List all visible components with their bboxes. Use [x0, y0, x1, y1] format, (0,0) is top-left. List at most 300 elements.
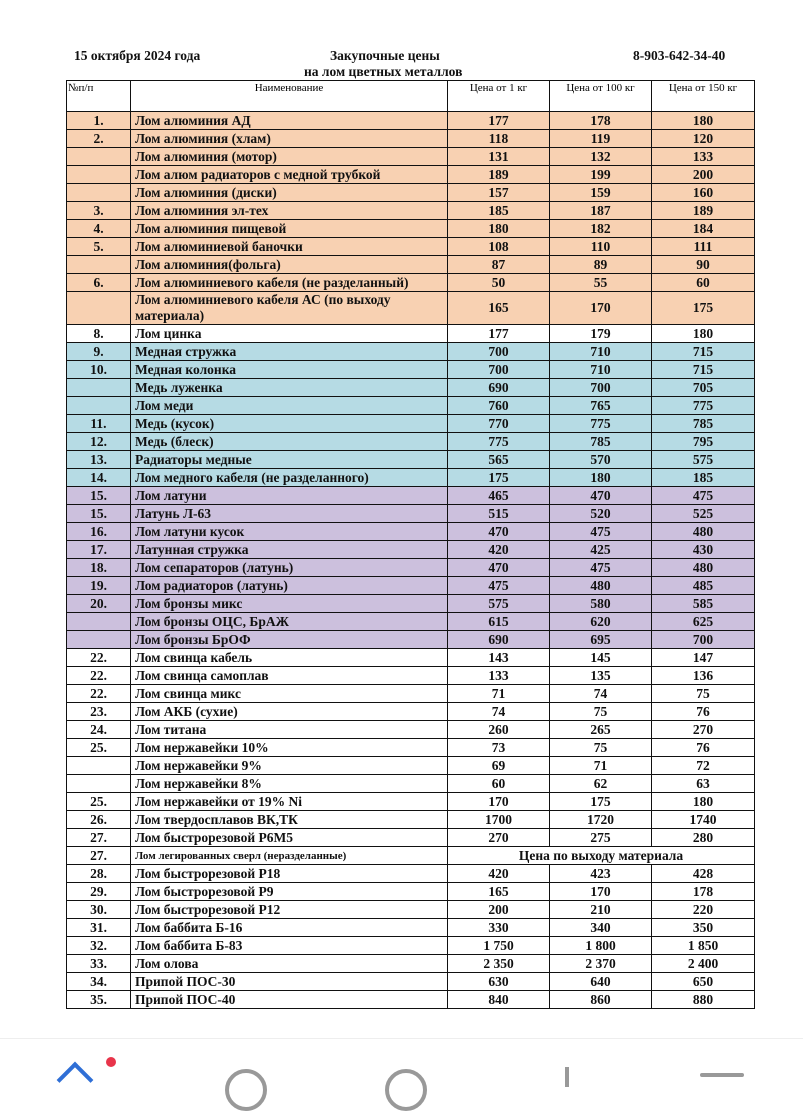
price-150kg: 136 — [652, 667, 755, 685]
price-100kg: 640 — [550, 973, 652, 991]
row-number: 6. — [67, 274, 131, 292]
table-row — [67, 757, 755, 775]
price-1kg: 770 — [448, 415, 550, 433]
table-row — [67, 202, 755, 220]
row-number: 27. — [67, 847, 131, 865]
item-name: Лом алюминия (диски) — [131, 184, 448, 202]
price-1kg: 260 — [448, 721, 550, 739]
row-number: 25. — [67, 739, 131, 757]
price-100kg: 159 — [550, 184, 652, 202]
price-150kg: 184 — [652, 220, 755, 238]
row-number: 33. — [67, 955, 131, 973]
item-name: Лом алюминия пищевой — [131, 220, 448, 238]
price-1kg: 60 — [448, 775, 550, 793]
row-number: 32. — [67, 937, 131, 955]
table-row — [67, 811, 755, 829]
price-1kg: 189 — [448, 166, 550, 184]
item-name: Припой ПОС-40 — [131, 991, 448, 1009]
price-1kg: 475 — [448, 577, 550, 595]
table-row — [67, 775, 755, 793]
price-1kg: 175 — [448, 469, 550, 487]
table-row — [67, 112, 755, 130]
price-150kg: 795 — [652, 433, 755, 451]
table-row — [67, 577, 755, 595]
price-1kg: 108 — [448, 238, 550, 256]
price-150kg: 111 — [652, 238, 755, 256]
price-100kg: 75 — [550, 703, 652, 721]
table-row — [67, 415, 755, 433]
price-100kg: 110 — [550, 238, 652, 256]
price-150kg: 705 — [652, 379, 755, 397]
price-100kg: 62 — [550, 775, 652, 793]
price-100kg: 620 — [550, 613, 652, 631]
col-number: №п/п — [67, 81, 131, 112]
item-name: Лом алюм радиаторов с медной трубкой — [131, 166, 448, 184]
price-1kg: 840 — [448, 991, 550, 1009]
table-row — [67, 379, 755, 397]
price-1kg: 143 — [448, 649, 550, 667]
price-100kg: 423 — [550, 865, 652, 883]
row-number — [67, 184, 131, 202]
document-date: 15 октября 2024 года — [74, 48, 201, 63]
price-100kg: 2 370 — [550, 955, 652, 973]
row-number: 2. — [67, 130, 131, 148]
row-number: 22. — [67, 685, 131, 703]
table-row — [67, 559, 755, 577]
item-name: Медь (кусок) — [131, 415, 448, 433]
table-row — [67, 649, 755, 667]
item-name: Лом алюминиевой баночки — [131, 238, 448, 256]
price-150kg: 72 — [652, 757, 755, 775]
bottom-navigation-bar — [0, 1038, 803, 1081]
price-table — [66, 80, 755, 1009]
price-150kg: 76 — [652, 739, 755, 757]
row-number: 19. — [67, 577, 131, 595]
row-number — [67, 256, 131, 274]
price-1kg: 1700 — [448, 811, 550, 829]
row-number — [67, 757, 131, 775]
item-name: Лом быстрорезовой Р9 — [131, 883, 448, 901]
notification-dot-icon — [106, 1057, 116, 1067]
price-100kg: 170 — [550, 883, 652, 901]
table-row — [67, 793, 755, 811]
table-header — [67, 81, 755, 112]
item-name: Припой ПОС-30 — [131, 973, 448, 991]
table-row — [67, 667, 755, 685]
price-150kg: 485 — [652, 577, 755, 595]
item-name: Медь (блеск) — [131, 433, 448, 451]
row-number: 22. — [67, 667, 131, 685]
item-name: Лом цинка — [131, 325, 448, 343]
row-number: 12. — [67, 433, 131, 451]
table-row — [67, 361, 755, 379]
price-1kg: 73 — [448, 739, 550, 757]
price-100kg: 275 — [550, 829, 652, 847]
price-1kg: 470 — [448, 559, 550, 577]
price-1kg: 131 — [448, 148, 550, 166]
price-150kg: 625 — [652, 613, 755, 631]
price-150kg: 785 — [652, 415, 755, 433]
price-100kg: 210 — [550, 901, 652, 919]
row-number: 22. — [67, 649, 131, 667]
row-number — [67, 379, 131, 397]
price-1kg: 118 — [448, 130, 550, 148]
price-150kg: 90 — [652, 256, 755, 274]
item-name: Лом алюминия (мотор) — [131, 148, 448, 166]
row-number: 3. — [67, 202, 131, 220]
price-100kg: 1720 — [550, 811, 652, 829]
table-row — [67, 487, 755, 505]
price-100kg: 775 — [550, 415, 652, 433]
table-row — [67, 865, 755, 883]
price-150kg: 715 — [652, 361, 755, 379]
item-name: Лом свинца микс — [131, 685, 448, 703]
table-row — [67, 325, 755, 343]
table-row — [67, 541, 755, 559]
price-150kg: 220 — [652, 901, 755, 919]
table-row — [67, 523, 755, 541]
price-100kg: 182 — [550, 220, 652, 238]
table-row — [67, 343, 755, 361]
price-1kg: 50 — [448, 274, 550, 292]
table-row — [67, 166, 755, 184]
price-1kg: 690 — [448, 379, 550, 397]
table-row — [67, 505, 755, 523]
price-100kg: 710 — [550, 361, 652, 379]
table-row — [67, 220, 755, 238]
price-100kg: 475 — [550, 523, 652, 541]
table-row — [67, 955, 755, 973]
item-name: Лом алюминиевого кабеля АС (по выходу материала) — [131, 292, 448, 325]
price-100kg: 132 — [550, 148, 652, 166]
item-name: Лом бронзы микс — [131, 595, 448, 613]
price-150kg: 480 — [652, 523, 755, 541]
price-100kg: 179 — [550, 325, 652, 343]
price-150kg: 147 — [652, 649, 755, 667]
table-row — [67, 274, 755, 292]
price-1kg: 700 — [448, 361, 550, 379]
row-number: 25. — [67, 793, 131, 811]
table-row — [67, 685, 755, 703]
item-name: Лом меди — [131, 397, 448, 415]
table-row — [67, 631, 755, 649]
row-number: 5. — [67, 238, 131, 256]
table-row — [67, 595, 755, 613]
price-100kg: 89 — [550, 256, 652, 274]
table-row — [67, 451, 755, 469]
price-100kg: 520 — [550, 505, 652, 523]
price-150kg: 715 — [652, 343, 755, 361]
row-number — [67, 613, 131, 631]
price-1kg: 330 — [448, 919, 550, 937]
row-number: 28. — [67, 865, 131, 883]
price-150kg: 75 — [652, 685, 755, 703]
price-150kg: 430 — [652, 541, 755, 559]
item-name: Лом бронзы ОЦС, БрАЖ — [131, 613, 448, 631]
price-1kg: 615 — [448, 613, 550, 631]
table-row — [67, 148, 755, 166]
row-number: 8. — [67, 325, 131, 343]
col-price-1kg: Цена от 1 кг — [448, 81, 550, 112]
row-number: 29. — [67, 883, 131, 901]
item-name: Лом быстрорезовой Р12 — [131, 901, 448, 919]
home-icon[interactable] — [57, 1062, 94, 1099]
item-name: Лом легированных сверл (неразделанные) — [131, 847, 448, 865]
item-name: Радиаторы медные — [131, 451, 448, 469]
row-number: 9. — [67, 343, 131, 361]
price-by-yield-note: Цена по выходу материала — [448, 847, 755, 865]
price-1kg: 165 — [448, 883, 550, 901]
price-150kg: 180 — [652, 112, 755, 130]
price-100kg: 175 — [550, 793, 652, 811]
phone-number: 8-903-642-34-40 — [633, 48, 726, 63]
table-row — [67, 937, 755, 955]
price-1kg: 515 — [448, 505, 550, 523]
price-150kg: 700 — [652, 631, 755, 649]
price-150kg: 76 — [652, 703, 755, 721]
price-150kg: 175 — [652, 292, 755, 325]
table-row — [67, 238, 755, 256]
item-name: Лом радиаторов (латунь) — [131, 577, 448, 595]
menu-icon[interactable] — [700, 1073, 744, 1077]
price-150kg: 775 — [652, 397, 755, 415]
price-1kg: 157 — [448, 184, 550, 202]
price-150kg: 280 — [652, 829, 755, 847]
table-row — [67, 973, 755, 991]
price-100kg: 170 — [550, 292, 652, 325]
row-number: 34. — [67, 973, 131, 991]
price-1kg: 185 — [448, 202, 550, 220]
table-row — [67, 256, 755, 274]
row-number: 13. — [67, 451, 131, 469]
services-icon[interactable] — [565, 1067, 569, 1087]
price-100kg: 180 — [550, 469, 652, 487]
row-number — [67, 292, 131, 325]
table-row — [67, 901, 755, 919]
item-name: Лом баббита Б-16 — [131, 919, 448, 937]
item-name: Латунь Л-63 — [131, 505, 448, 523]
item-name: Лом нержавейки 10% — [131, 739, 448, 757]
price-1kg: 2 350 — [448, 955, 550, 973]
price-1kg: 700 — [448, 343, 550, 361]
price-100kg: 700 — [550, 379, 652, 397]
item-name: Медь луженка — [131, 379, 448, 397]
item-name: Лом медного кабеля (не разделанного) — [131, 469, 448, 487]
price-100kg: 135 — [550, 667, 652, 685]
price-100kg: 480 — [550, 577, 652, 595]
price-100kg: 71 — [550, 757, 652, 775]
row-number: 30. — [67, 901, 131, 919]
price-1kg: 170 — [448, 793, 550, 811]
price-1kg: 420 — [448, 865, 550, 883]
row-number — [67, 631, 131, 649]
item-name: Медная стружка — [131, 343, 448, 361]
item-name: Лом алюминия (хлам) — [131, 130, 448, 148]
table-row — [67, 829, 755, 847]
col-price-100kg: Цена от 100 кг — [550, 81, 652, 112]
price-150kg: 428 — [652, 865, 755, 883]
row-number: 20. — [67, 595, 131, 613]
table-row — [67, 883, 755, 901]
price-150kg: 180 — [652, 325, 755, 343]
row-number: 24. — [67, 721, 131, 739]
col-price-150kg: Цена от 150 кг — [652, 81, 755, 112]
price-150kg: 63 — [652, 775, 755, 793]
price-100kg: 580 — [550, 595, 652, 613]
table-row — [67, 613, 755, 631]
item-name: Лом алюминия эл-тех — [131, 202, 448, 220]
row-number: 16. — [67, 523, 131, 541]
price-100kg: 860 — [550, 991, 652, 1009]
price-1kg: 420 — [448, 541, 550, 559]
row-number — [67, 148, 131, 166]
price-150kg: 160 — [652, 184, 755, 202]
price-1kg: 200 — [448, 901, 550, 919]
col-name: Наименование — [131, 81, 448, 112]
document-subtitle: на лом цветных металлов — [304, 64, 463, 79]
item-name: Лом быстрорезовой Р18 — [131, 865, 448, 883]
price-100kg: 785 — [550, 433, 652, 451]
price-1kg: 470 — [448, 523, 550, 541]
row-number: 1. — [67, 112, 131, 130]
price-150kg: 880 — [652, 991, 755, 1009]
row-number: 14. — [67, 469, 131, 487]
price-100kg: 199 — [550, 166, 652, 184]
row-number: 26. — [67, 811, 131, 829]
price-150kg: 60 — [652, 274, 755, 292]
item-name: Лом нержавейки 8% — [131, 775, 448, 793]
row-number: 10. — [67, 361, 131, 379]
price-150kg: 585 — [652, 595, 755, 613]
price-100kg: 265 — [550, 721, 652, 739]
price-100kg: 425 — [550, 541, 652, 559]
table-row — [67, 184, 755, 202]
row-number: 35. — [67, 991, 131, 1009]
price-150kg: 1 850 — [652, 937, 755, 955]
row-number — [67, 397, 131, 415]
table-row — [67, 130, 755, 148]
price-150kg: 180 — [652, 793, 755, 811]
item-name: Лом баббита Б-83 — [131, 937, 448, 955]
search-icon[interactable] — [225, 1069, 267, 1111]
price-150kg: 200 — [652, 166, 755, 184]
row-number — [67, 775, 131, 793]
price-100kg: 695 — [550, 631, 652, 649]
price-1kg: 465 — [448, 487, 550, 505]
price-1kg: 775 — [448, 433, 550, 451]
price-150kg: 2 400 — [652, 955, 755, 973]
price-100kg: 710 — [550, 343, 652, 361]
price-150kg: 270 — [652, 721, 755, 739]
price-150kg: 475 — [652, 487, 755, 505]
item-name: Лом сепараторов (латунь) — [131, 559, 448, 577]
price-150kg: 525 — [652, 505, 755, 523]
price-100kg: 74 — [550, 685, 652, 703]
item-name: Лом латуни — [131, 487, 448, 505]
item-name: Лом нержавейки от 19% Ni — [131, 793, 448, 811]
price-150kg: 185 — [652, 469, 755, 487]
price-1kg: 87 — [448, 256, 550, 274]
price-150kg: 480 — [652, 559, 755, 577]
price-150kg: 650 — [652, 973, 755, 991]
price-100kg: 340 — [550, 919, 652, 937]
price-1kg: 177 — [448, 112, 550, 130]
table-row — [67, 721, 755, 739]
row-number: 11. — [67, 415, 131, 433]
price-100kg: 570 — [550, 451, 652, 469]
price-150kg: 189 — [652, 202, 755, 220]
price-100kg: 187 — [550, 202, 652, 220]
table-row — [67, 469, 755, 487]
price-100kg: 765 — [550, 397, 652, 415]
row-number: 18. — [67, 559, 131, 577]
price-1kg: 165 — [448, 292, 550, 325]
assistant-icon[interactable] — [385, 1069, 427, 1111]
item-name: Латунная стружка — [131, 541, 448, 559]
price-150kg: 350 — [652, 919, 755, 937]
price-1kg: 270 — [448, 829, 550, 847]
price-1kg: 180 — [448, 220, 550, 238]
price-1kg: 760 — [448, 397, 550, 415]
row-number: 27. — [67, 829, 131, 847]
price-1kg: 133 — [448, 667, 550, 685]
price-100kg: 475 — [550, 559, 652, 577]
price-1kg: 71 — [448, 685, 550, 703]
price-100kg: 1 800 — [550, 937, 652, 955]
table-row — [67, 739, 755, 757]
row-number: 31. — [67, 919, 131, 937]
price-150kg: 120 — [652, 130, 755, 148]
price-100kg: 75 — [550, 739, 652, 757]
price-100kg: 145 — [550, 649, 652, 667]
item-name: Лом твердосплавов ВК,ТК — [131, 811, 448, 829]
item-name: Лом олова — [131, 955, 448, 973]
item-name: Лом быстрорезовой Р6М5 — [131, 829, 448, 847]
price-150kg: 133 — [652, 148, 755, 166]
price-1kg: 565 — [448, 451, 550, 469]
table-row — [67, 397, 755, 415]
table-row — [67, 292, 755, 325]
item-name: Лом свинца кабель — [131, 649, 448, 667]
item-name: Лом алюминия(фольга) — [131, 256, 448, 274]
price-1kg: 575 — [448, 595, 550, 613]
table-row — [67, 991, 755, 1009]
price-1kg: 177 — [448, 325, 550, 343]
price-1kg: 74 — [448, 703, 550, 721]
price-150kg: 575 — [652, 451, 755, 469]
price-100kg: 119 — [550, 130, 652, 148]
table-row — [67, 433, 755, 451]
price-100kg: 55 — [550, 274, 652, 292]
price-1kg: 69 — [448, 757, 550, 775]
item-name: Лом свинца самоплав — [131, 667, 448, 685]
item-name: Лом латуни кусок — [131, 523, 448, 541]
price-1kg: 630 — [448, 973, 550, 991]
table-row — [67, 703, 755, 721]
price-150kg: 1740 — [652, 811, 755, 829]
row-number: 4. — [67, 220, 131, 238]
table-row — [67, 919, 755, 937]
document-title: Закупочные цены — [330, 48, 440, 63]
item-name: Лом титана — [131, 721, 448, 739]
item-name: Лом бронзы БрОФ — [131, 631, 448, 649]
price-100kg: 178 — [550, 112, 652, 130]
item-name: Лом АКБ (сухие) — [131, 703, 448, 721]
item-name: Лом нержавейки 9% — [131, 757, 448, 775]
item-name: Медная колонка — [131, 361, 448, 379]
item-name: Лом алюминия АД — [131, 112, 448, 130]
table-row — [67, 847, 755, 865]
